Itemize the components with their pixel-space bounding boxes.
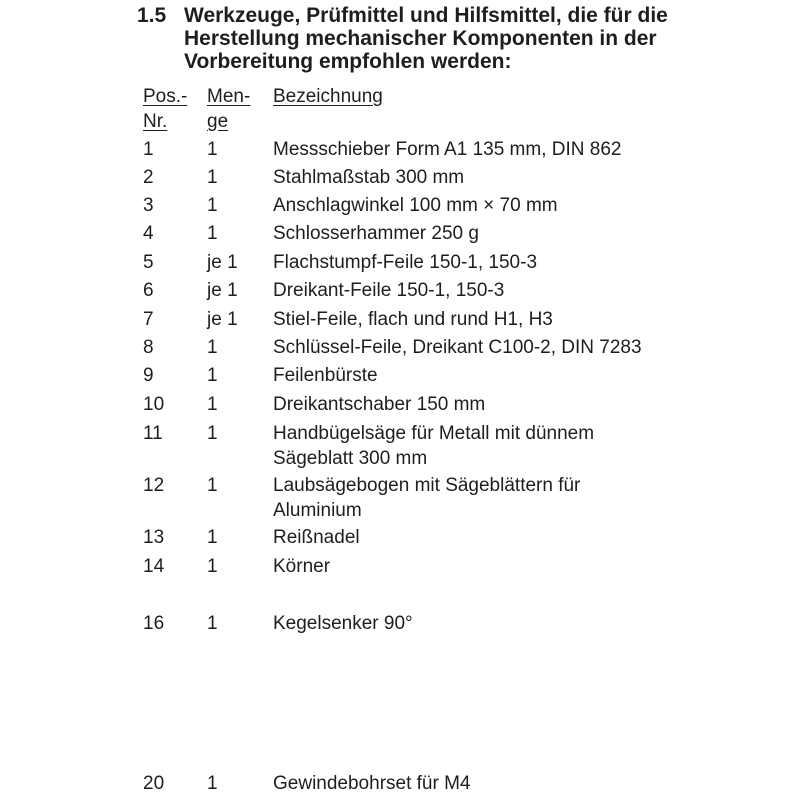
row-pos: 16	[143, 613, 165, 634]
row-desc: Dreikantschaber 150 mm	[273, 394, 486, 415]
row-desc: Gewindebohrset für M4	[273, 773, 471, 794]
row-qty: 1	[207, 394, 218, 415]
row-pos: 4	[143, 223, 154, 244]
row-pos: 14	[143, 556, 165, 577]
row-desc: Stiel-Feile, flach und rund H1, H3	[273, 309, 553, 330]
row-qty: 1	[207, 556, 218, 577]
row-pos: 10	[143, 394, 165, 415]
row-desc: Handbügelsäge für Metall mit dünnem Sägeblatt 300 mm	[273, 423, 595, 469]
row-pos: 8	[143, 337, 154, 358]
row-desc: Stahlmaßstab 300 mm	[273, 167, 465, 188]
row-qty: je 1	[207, 252, 238, 273]
row-qty: 1	[207, 195, 218, 216]
row-desc: Schlüssel-Feile, Dreikant C100-2, DIN 7283	[273, 337, 642, 358]
row-qty: 1	[207, 527, 218, 548]
row-desc: Schlosserhammer 250 g	[273, 223, 479, 244]
row-pos: 1	[143, 139, 154, 160]
row-pos: 2	[143, 167, 154, 188]
row-desc: Laubsägebogen mit Sägeblättern für Aluminium	[273, 475, 581, 521]
row-qty: 1	[207, 223, 218, 244]
section-number: 1.5	[137, 4, 167, 27]
row-pos: 11	[143, 423, 163, 444]
row-pos: 9	[143, 365, 154, 386]
row-desc: Flachstumpf-Feile 150-1, 150-3	[273, 252, 538, 273]
row-qty: 1	[207, 337, 218, 358]
row-qty: 1	[207, 423, 218, 444]
section-title: Werkzeuge, Prüfmittel und Hilfsmittel, die für die Herstellung mechanischer Komponenten in der Vorbereitung empfohlen werden:	[184, 4, 668, 73]
row-qty: 1	[207, 475, 218, 496]
row-qty: je 1	[207, 309, 238, 330]
row-qty: 1	[207, 365, 218, 386]
header-qty: Men-	[207, 86, 251, 107]
row-pos: 20	[143, 773, 165, 794]
row-pos: 13	[143, 527, 165, 548]
row-desc: Körner	[273, 556, 331, 577]
row-desc: Dreikant-Feile 150-1, 150-3	[273, 280, 505, 301]
row-qty: je 1	[207, 280, 238, 301]
row-pos: 7	[143, 309, 154, 330]
row-pos: 5	[143, 252, 154, 273]
row-qty: 1	[207, 613, 218, 634]
row-qty: 1	[207, 773, 218, 794]
header-qty-2: ge	[207, 111, 229, 132]
header-pos-2: Nr.	[143, 111, 168, 132]
row-qty: 1	[207, 167, 218, 188]
row-qty: 1	[207, 139, 218, 160]
row-desc: Reißnadel	[273, 527, 360, 548]
header-desc: Bezeichnung	[273, 86, 383, 107]
row-desc: Kegelsenker 90°	[273, 613, 413, 634]
row-pos: 6	[143, 280, 154, 301]
row-desc: Anschlagwinkel 100 mm × 70 mm	[273, 195, 558, 216]
row-desc: Feilenbürste	[273, 365, 378, 386]
row-desc: Messschieber Form A1 135 mm, DIN 862	[273, 139, 622, 160]
row-pos: 12	[143, 475, 165, 496]
header-pos: Pos.-	[143, 86, 188, 107]
row-pos: 3	[143, 195, 154, 216]
